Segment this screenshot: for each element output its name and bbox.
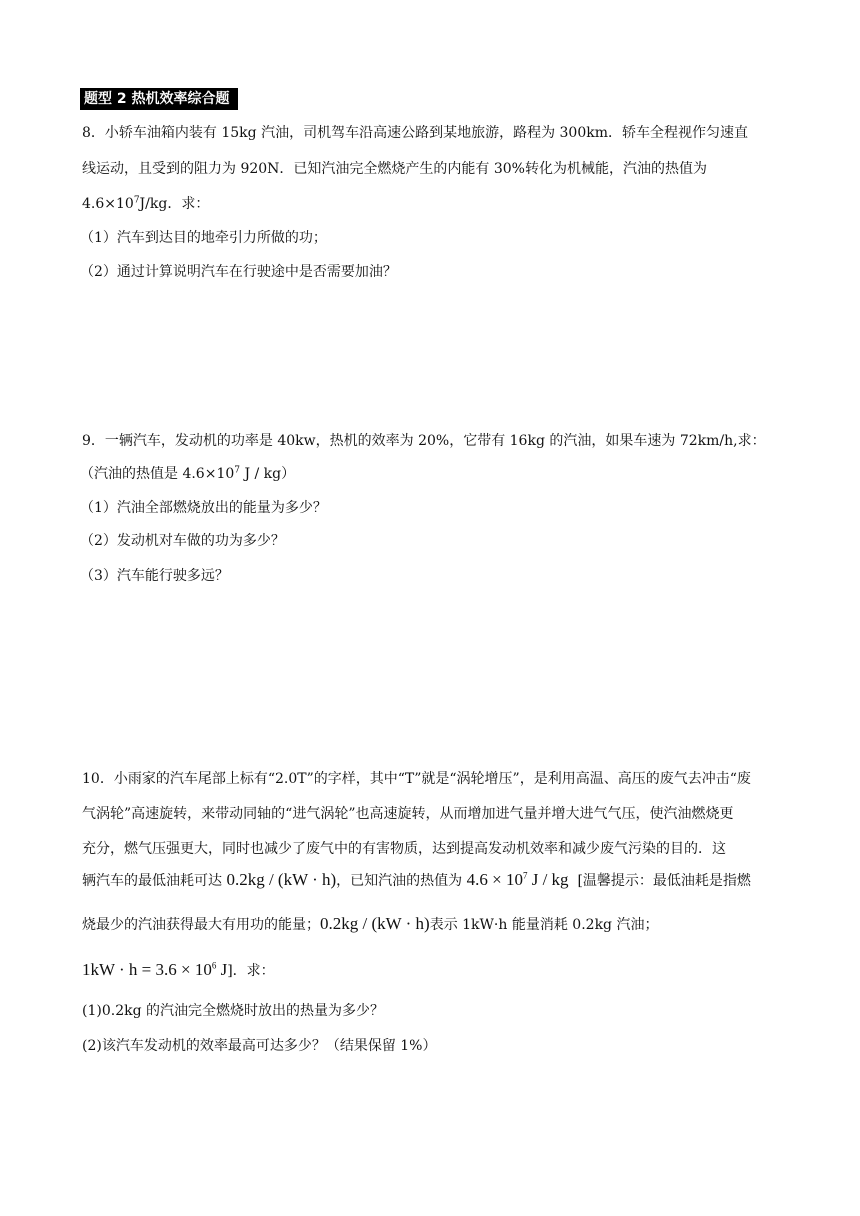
q8-exponent: 7 bbox=[133, 195, 140, 206]
q8-line-1: 8．小轿车油箱内装有 15kg 汽油，司机驾车沿高速公路到某地旅游，路程为 300km．轿车全程视作匀速直 bbox=[82, 125, 748, 141]
q9-line-2 bbox=[80, 463, 295, 483]
q8-line-3-text-b: J/kg．求： bbox=[139, 196, 210, 212]
energy-conversion-unit: J bbox=[216, 960, 228, 979]
q10-line-5 bbox=[82, 914, 658, 934]
q8-line-3 bbox=[82, 193, 209, 213]
q10-line-3: 充分，燃气压强更大，同时也减少了废气中的有害物质，达到提高发动机效率和减少废气污染的目的．这 bbox=[82, 841, 726, 857]
q10-line-6 bbox=[82, 960, 275, 980]
q9-line-2-text-a: （汽油的热值是 4.6×10 bbox=[80, 466, 235, 482]
q8-line-2: 线运动，且受到的阻力为 920N．已知汽油完全燃烧产生的内能有 30%转化为机械能，汽油的热值为 bbox=[82, 161, 707, 177]
heat-value-mantissa: 4.6 × 10 bbox=[466, 870, 523, 889]
q9-exponent: 7 bbox=[234, 465, 240, 476]
energy-conversion-formula bbox=[82, 960, 227, 979]
q10-line-2: 气涡轮”高速旋转，来带动同轴的“进气涡轮”也高速旋转，从而增加进气量并增大进气气压，使汽油燃烧更 bbox=[82, 806, 734, 822]
q10-line-1: 10．小雨家的汽车尾部上标有“2.0T”的字样，其中“T”就是“涡轮增压”，是利用高温、高压的废气去冲击“废 bbox=[82, 771, 751, 787]
q9-subquestion-1: （1）汽油全部燃烧放出的能量为多少？ bbox=[80, 500, 327, 516]
q10-line-4 bbox=[82, 870, 751, 890]
fuel-consumption-formula: 0.2kg / (kW · h) bbox=[226, 870, 337, 889]
q8-subquestion-2: （2）通过计算说明汽车在行驶途中是否需要加油？ bbox=[80, 264, 397, 280]
q10-line-6-text-b: ]．求： bbox=[227, 963, 275, 979]
q10-subquestion-2: (2)该汽车发动机的效率最高可达多少？（结果保留 1%） bbox=[82, 1038, 437, 1054]
heat-value-exponent: 7 bbox=[522, 870, 528, 881]
energy-conversion-lhs: 1kW · h = 3.6 × 10 bbox=[82, 960, 212, 979]
q10-line-5-text-a: 烧最少的汽油获得最大有用功的能量； bbox=[82, 917, 320, 933]
section-header: 题型 2 热机效率综合题 bbox=[80, 88, 238, 110]
q9-line-2-text-b: J / kg） bbox=[240, 466, 296, 482]
fuel-consumption-formula-2: 0.2kg / (kW · h) bbox=[320, 914, 430, 933]
q10-subquestion-1: (1)0.2kg 的汽油完全燃烧时放出的热量为多少？ bbox=[82, 1003, 384, 1019]
q9-line-1: 9．一辆汽车，发动机的功率是 40kw，热机的效率为 20%，它带有 16kg 的汽油，如果车速为 72km/h,求： bbox=[82, 433, 766, 449]
q10-line-4-text-a: 辆汽车的最低油耗可达 bbox=[82, 873, 222, 889]
q8-subquestion-1: （1）汽车到达目的地牵引力所做的功； bbox=[80, 230, 327, 246]
heat-value-unit: J / kg bbox=[527, 870, 569, 889]
q10-line-4-text-b: ，已知汽油的热值为 bbox=[336, 873, 463, 889]
q10-line-4-text-c: [温馨提示：最低油耗是指燃 bbox=[568, 873, 751, 889]
q8-line-3-text-a: 4.6×10 bbox=[82, 196, 134, 212]
energy-conversion-exponent: 6 bbox=[211, 960, 217, 971]
q10-line-5-text-b: 表示 1kW·h 能量消耗 0.2kg 汽油； bbox=[429, 917, 659, 933]
q9-subquestion-3: （3）汽车能行驶多远？ bbox=[80, 568, 229, 584]
heat-value-formula bbox=[467, 870, 569, 889]
q9-subquestion-2: （2）发动机对车做的功为多少？ bbox=[80, 533, 285, 549]
